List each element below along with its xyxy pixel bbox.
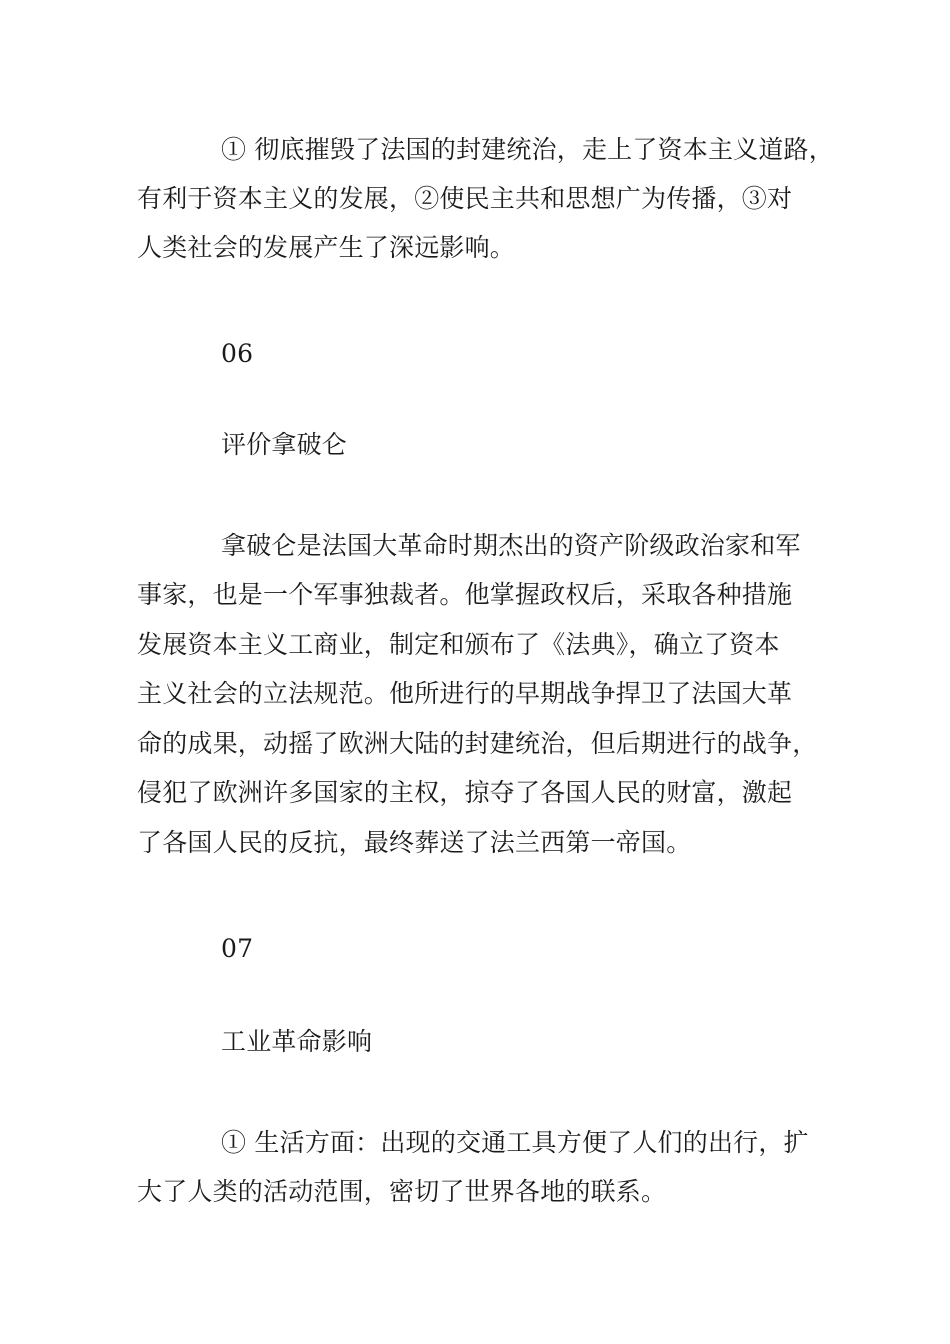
section-heading: 评价拿破仑 bbox=[221, 430, 348, 459]
paragraph-line: ① 生活方面：出现的交通工具方便了人们的出行，扩 bbox=[221, 1128, 809, 1157]
paragraph-line: 事家，也是一个军事独裁者。他掌握政权后，采取各种措施 bbox=[137, 580, 793, 609]
paragraph-line: 人类社会的发展产生了深远影响。 bbox=[137, 233, 516, 262]
paragraph-line: 拿破仑是法国大革命时期杰出的资产阶级政治家和军 bbox=[221, 531, 801, 560]
paragraph-line: 主义社会的立法规范。他所进行的早期战争捍卫了法国大革 bbox=[137, 679, 793, 708]
paragraph-line: 了各国人民的反抗，最终葬送了法兰西第一帝国。 bbox=[137, 828, 692, 857]
paragraph-line: 侵犯了欧洲许多国家的主权，掠夺了各国人民的财富，激起 bbox=[137, 778, 793, 807]
paragraph-line: 发展资本主义工商业，制定和颁布了《法典》，确立了资本 bbox=[137, 630, 780, 659]
paragraph-line: 有利于资本主义的发展，②使民主共和思想广为传播，③对 bbox=[137, 184, 793, 213]
paragraph-line: ① 彻底摧毁了法国的封建统治，走上了资本主义道路， bbox=[221, 135, 834, 164]
section-number: 07 bbox=[221, 934, 254, 963]
paragraph-line: 大了人类的活动范围，密切了世界各地的联系。 bbox=[137, 1177, 667, 1206]
section-heading: 工业革命影响 bbox=[221, 1027, 373, 1056]
paragraph-line: 命的成果，动摇了欧洲大陆的封建统治，但后期进行的战争， bbox=[137, 729, 818, 758]
section-number: 06 bbox=[221, 339, 254, 368]
